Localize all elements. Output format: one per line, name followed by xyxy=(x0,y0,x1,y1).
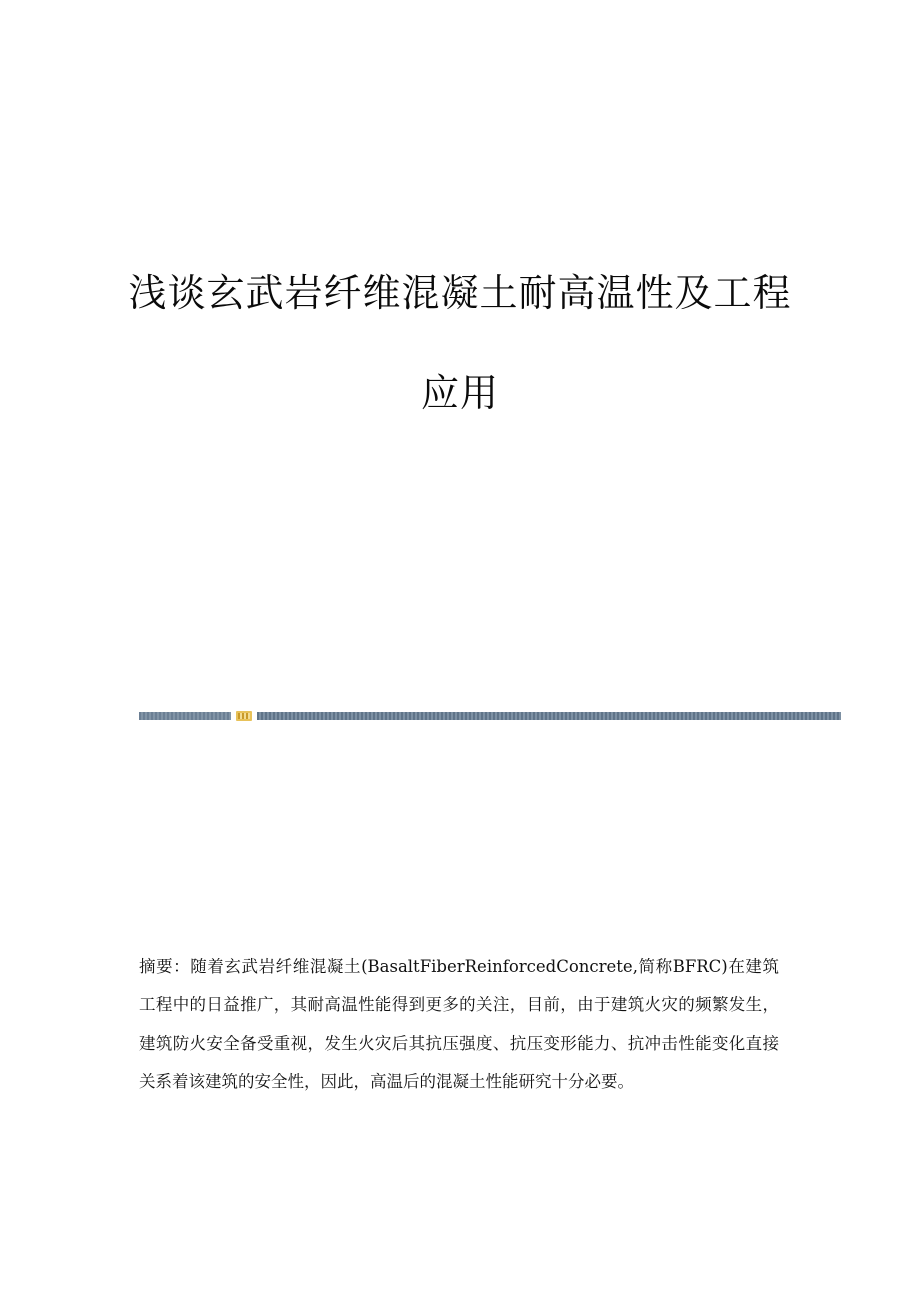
abstract-paragraph xyxy=(139,948,779,1102)
document-title-line-1: 浅谈玄武岩纤维混凝土耐高温性及工程 xyxy=(128,271,792,315)
divider-ornament-icon xyxy=(236,711,252,721)
divider-bar-left xyxy=(139,712,231,720)
abstract-label: 摘要： xyxy=(139,957,191,976)
decorative-divider xyxy=(139,711,841,721)
document-title-line-2: 应用 xyxy=(420,371,499,415)
abstract-text: 随着玄武岩纤维混凝土(BasaltFiberReinforcedConcrete,简称BFRC)在建筑工程中的日益推广，其耐高温性能得到更多的关注，目前，由于建筑火灾的频繁发生，建筑防火安全备受重视，发生火灾后其抗压强度、抗压变形能力、抗冲击性能变化直接关系着该建筑的安全性，因此，高温后的混凝土性能研究十分必要。 xyxy=(139,957,779,1092)
divider-bar-right xyxy=(257,712,841,720)
